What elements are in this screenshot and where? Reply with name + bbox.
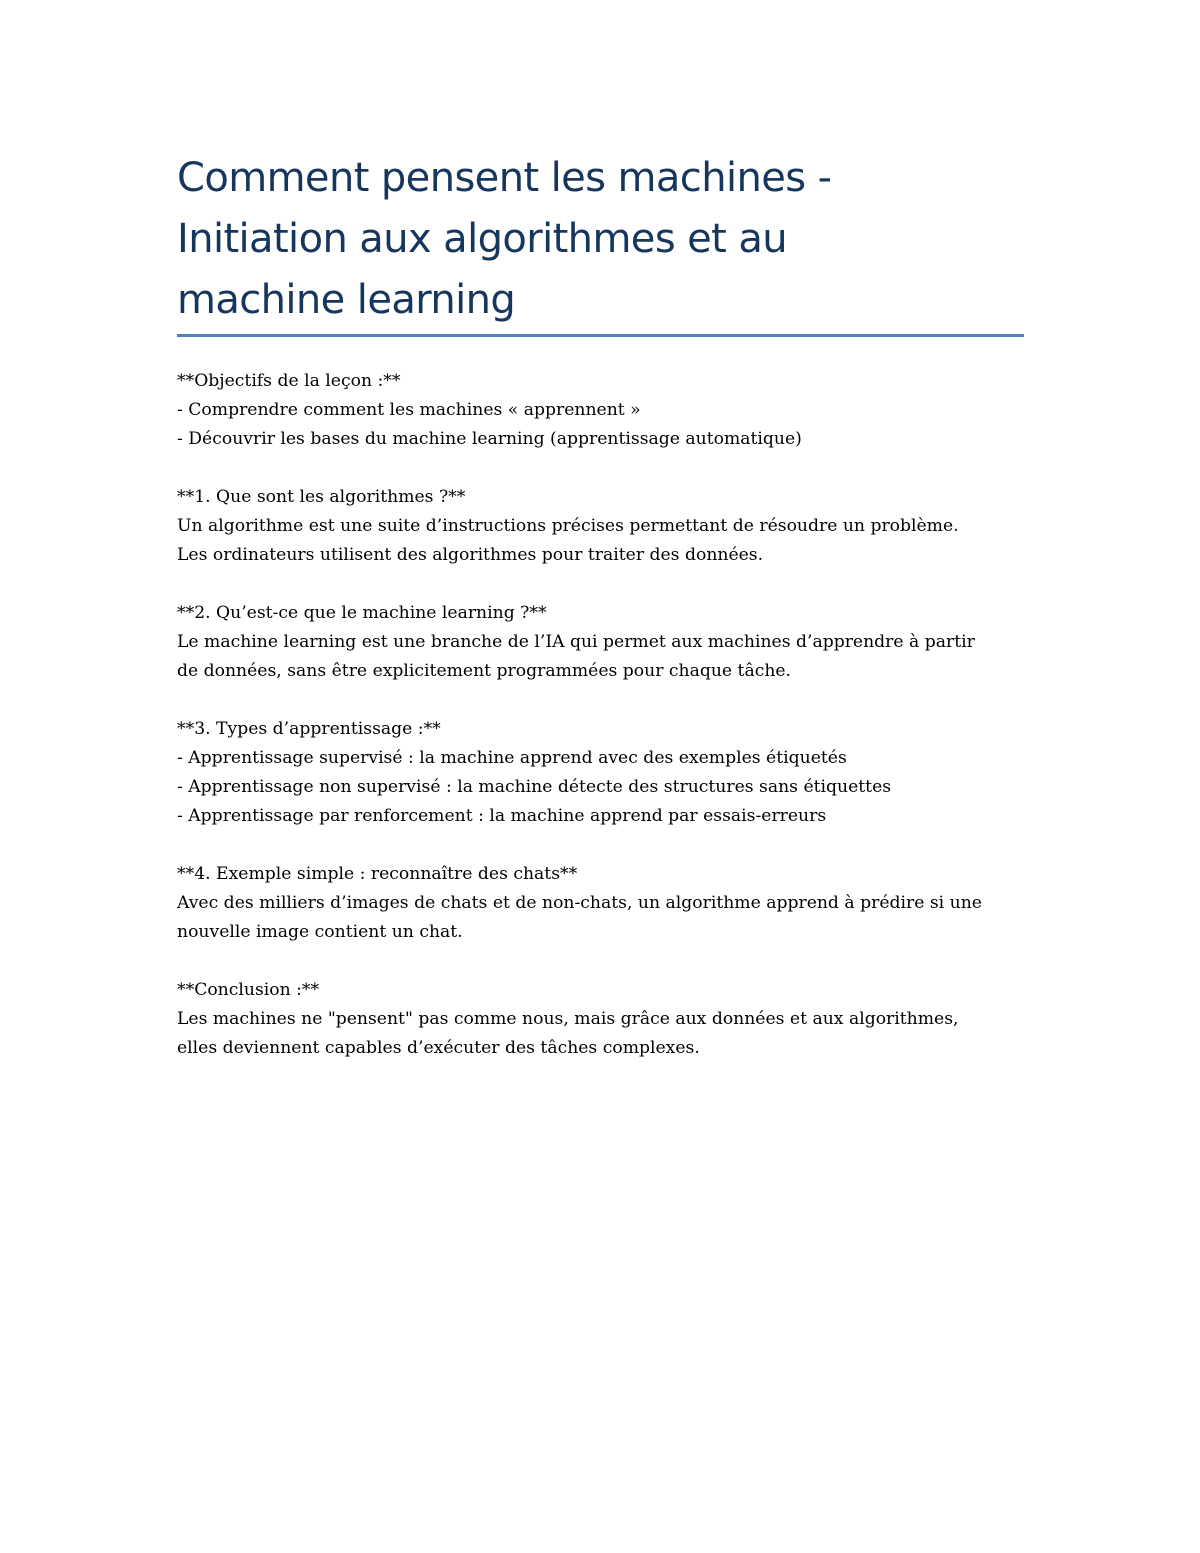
section-algorithms bbox=[177, 483, 1027, 570]
objective-item: - Découvrir les bases du machine learning (apprentissage automatique) bbox=[177, 429, 802, 449]
paragraph-line: nouvelle image contient un chat. bbox=[177, 922, 463, 942]
paragraph-line: Les ordinateurs utilisent des algorithmes pour traiter des données. bbox=[177, 545, 764, 565]
section-heading: **4. Exemple simple : reconnaître des chats** bbox=[177, 864, 578, 884]
paragraph-gap bbox=[177, 686, 1027, 715]
section-conclusion bbox=[177, 976, 1027, 1063]
section-machine-learning bbox=[177, 599, 1027, 686]
paragraph-line: Un algorithme est une suite d’instructions précises permettant de résoudre un problème. bbox=[177, 516, 959, 536]
list-item: - Apprentissage par renforcement : la machine apprend par essais-erreurs bbox=[177, 806, 827, 826]
section-cat-example bbox=[177, 860, 1027, 947]
section-heading: **1. Que sont les algorithmes ?** bbox=[177, 487, 466, 507]
paragraph-line: elles deviennent capables d’exécuter des tâches complexes. bbox=[177, 1038, 700, 1058]
paragraph-line: Le machine learning est une branche de l’IA qui permet aux machines d’apprendre à partir bbox=[177, 632, 975, 652]
list-item: - Apprentissage non supervisé : la machine détecte des structures sans étiquettes bbox=[177, 777, 892, 797]
paragraph-gap bbox=[177, 454, 1027, 483]
document-title bbox=[177, 148, 1037, 331]
title-line: Comment pensent les machines - bbox=[177, 155, 832, 201]
objectives-section bbox=[177, 367, 1027, 454]
section-learning-types bbox=[177, 715, 1027, 831]
section-heading: **Conclusion :** bbox=[177, 980, 320, 1000]
paragraph-line: Avec des milliers d’images de chats et de non-chats, un algorithme apprend à prédire si une bbox=[177, 893, 982, 913]
title-line: Initiation aux algorithmes et au bbox=[177, 216, 788, 262]
objective-item: - Comprendre comment les machines « apprennent » bbox=[177, 400, 641, 420]
paragraph-gap bbox=[177, 947, 1027, 976]
paragraph-line: de données, sans être explicitement programmées pour chaque tâche. bbox=[177, 661, 792, 681]
section-heading: **2. Qu’est-ce que le machine learning ?** bbox=[177, 603, 547, 623]
section-heading: **3. Types d’apprentissage :** bbox=[177, 719, 441, 739]
paragraph-gap bbox=[177, 570, 1027, 599]
title-line: machine learning bbox=[177, 277, 516, 323]
paragraph-line: Les machines ne "pensent" pas comme nous, mais grâce aux données et aux algorithmes, bbox=[177, 1009, 959, 1029]
paragraph-gap bbox=[177, 831, 1027, 860]
list-item: - Apprentissage supervisé : la machine apprend avec des exemples étiquetés bbox=[177, 748, 847, 768]
document-body bbox=[177, 367, 1027, 1063]
title-underline-divider bbox=[177, 334, 1024, 337]
objectives-heading: **Objectifs de la leçon :** bbox=[177, 371, 401, 391]
